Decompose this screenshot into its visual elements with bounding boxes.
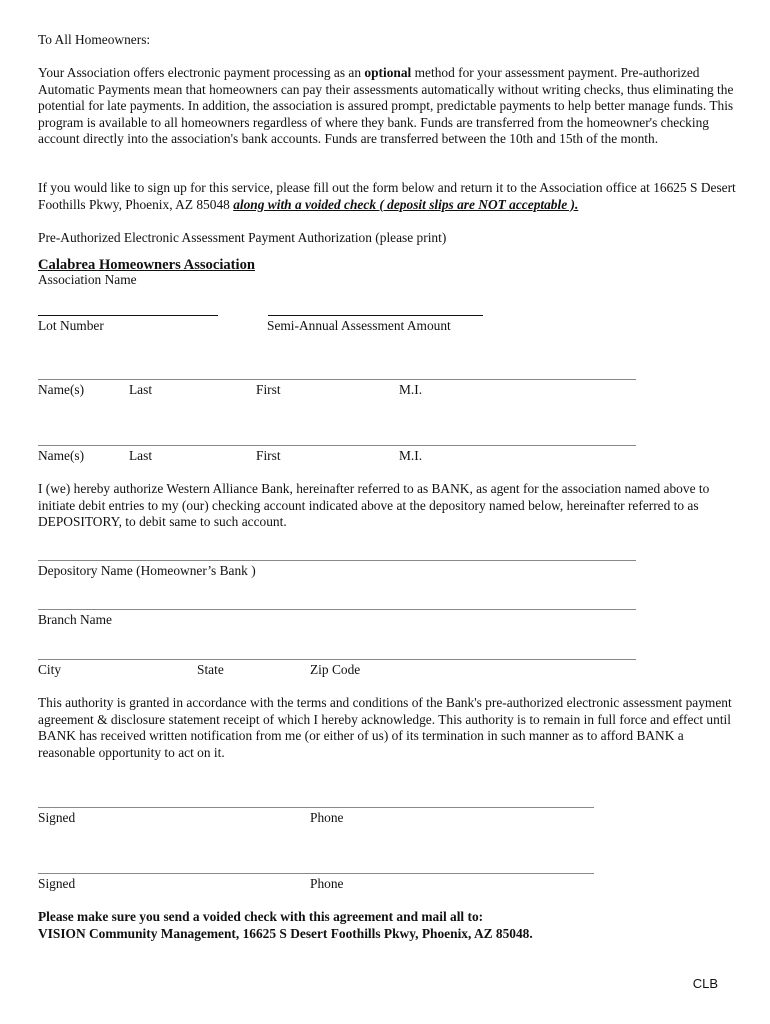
- branch-label: Branch Name: [38, 612, 112, 627]
- signed-label-2: Signed: [38, 876, 76, 891]
- depository-label: Depository Name (Homeowner’s Bank ): [38, 563, 256, 578]
- zip-label: Zip Code: [310, 662, 361, 677]
- intro-paragraph: [38, 65, 738, 148]
- authorization-paragraph: I (we) hereby authorize Western Alliance Bank, hereinafter referred to as BANK, as agent for the association named above to initiate debit entries to my (our) checking account indicated above at the depository named below, hereinafter referred to as DEPOSITORY, to debit same to such account.: [38, 481, 710, 530]
- signature-line-2[interactable]: [38, 873, 594, 874]
- semi-annual-label: Semi-Annual Assessment Amount: [267, 318, 451, 333]
- mi-label-1: M.I.: [399, 382, 423, 397]
- lot-number-label: Lot Number: [38, 318, 104, 333]
- signed-label-1: Signed: [38, 810, 76, 825]
- lot-number-line[interactable]: [38, 315, 218, 316]
- city-state-zip-line[interactable]: [38, 659, 636, 660]
- branch-line[interactable]: [38, 609, 636, 610]
- last-label-1: Last: [129, 382, 153, 397]
- greeting: To All Homeowners:: [38, 32, 151, 47]
- names-label-1: Name(s): [38, 382, 85, 397]
- phone-label-1: Phone: [310, 810, 344, 825]
- first-label-1: First: [256, 382, 281, 397]
- mailing-address: VISION Community Management, 16625 S Desert Foothills Pkwy, Phoenix, AZ 85048.: [38, 926, 533, 941]
- name-line-2[interactable]: [38, 445, 636, 446]
- signup-paragraph: [38, 180, 738, 213]
- closing-instruction: Please make sure you send a voided check with this agreement and mail all to:: [38, 909, 484, 924]
- mi-label-2: M.I.: [399, 448, 423, 463]
- phone-label-2: Phone: [310, 876, 344, 891]
- association-name-label: Association Name: [38, 272, 137, 287]
- form-title: Pre-Authorized Electronic Assessment Payment Authorization (please print): [38, 230, 447, 245]
- signature-line-1[interactable]: [38, 807, 594, 808]
- first-label-2: First: [256, 448, 281, 463]
- state-label: State: [197, 662, 224, 677]
- last-label-2: Last: [129, 448, 153, 463]
- city-label: City: [38, 662, 62, 677]
- terms-paragraph: This authority is granted in accordance with the terms and conditions of the Bank's pre-authorized electronic assessment payment agreement & disclosure statement receipt of which I hereby acknowledge. This authority is to remain in full force and effect until BANK has received written notification from me (or either of us) of its termination in such manner as to afford BANK a reasonable opportunity to act on it.: [38, 695, 732, 760]
- depository-line[interactable]: [38, 560, 636, 561]
- intro-text-start: Your Association offers electronic payment processing as an: [38, 65, 365, 80]
- signup-text: If you would like to sign up for this service, please fill out the form below and return it to the Association office at 16625 S Desert Foothills Pkwy, Phoenix, AZ 85048: [38, 180, 736, 212]
- association-name-value: Calabrea Homeowners Association: [38, 257, 256, 273]
- intro-text-rest: method for your assessment payment. Pre-authorized Automatic Payments mean that homeowners can pay their assessments automatically without writing checks, thus eliminating the potential for late payments. In addition, the association is assured prompt, predictable payments to help better manage funds. This program is available to all homeowners regardless of where they bank. Funds are transferred from the homeowner's checking account directly into the association's bank accounts. Funds are transferred between the 10th and 15th of the month.: [38, 65, 734, 147]
- semi-annual-line[interactable]: [268, 315, 483, 316]
- voided-check-notice: along with a voided check ( deposit slips are NOT acceptable ).: [233, 196, 579, 212]
- name-line-1[interactable]: [38, 379, 636, 380]
- footer-code: CLB: [692, 976, 718, 991]
- intro-optional-word: optional: [364, 65, 412, 80]
- names-label-2: Name(s): [38, 448, 85, 463]
